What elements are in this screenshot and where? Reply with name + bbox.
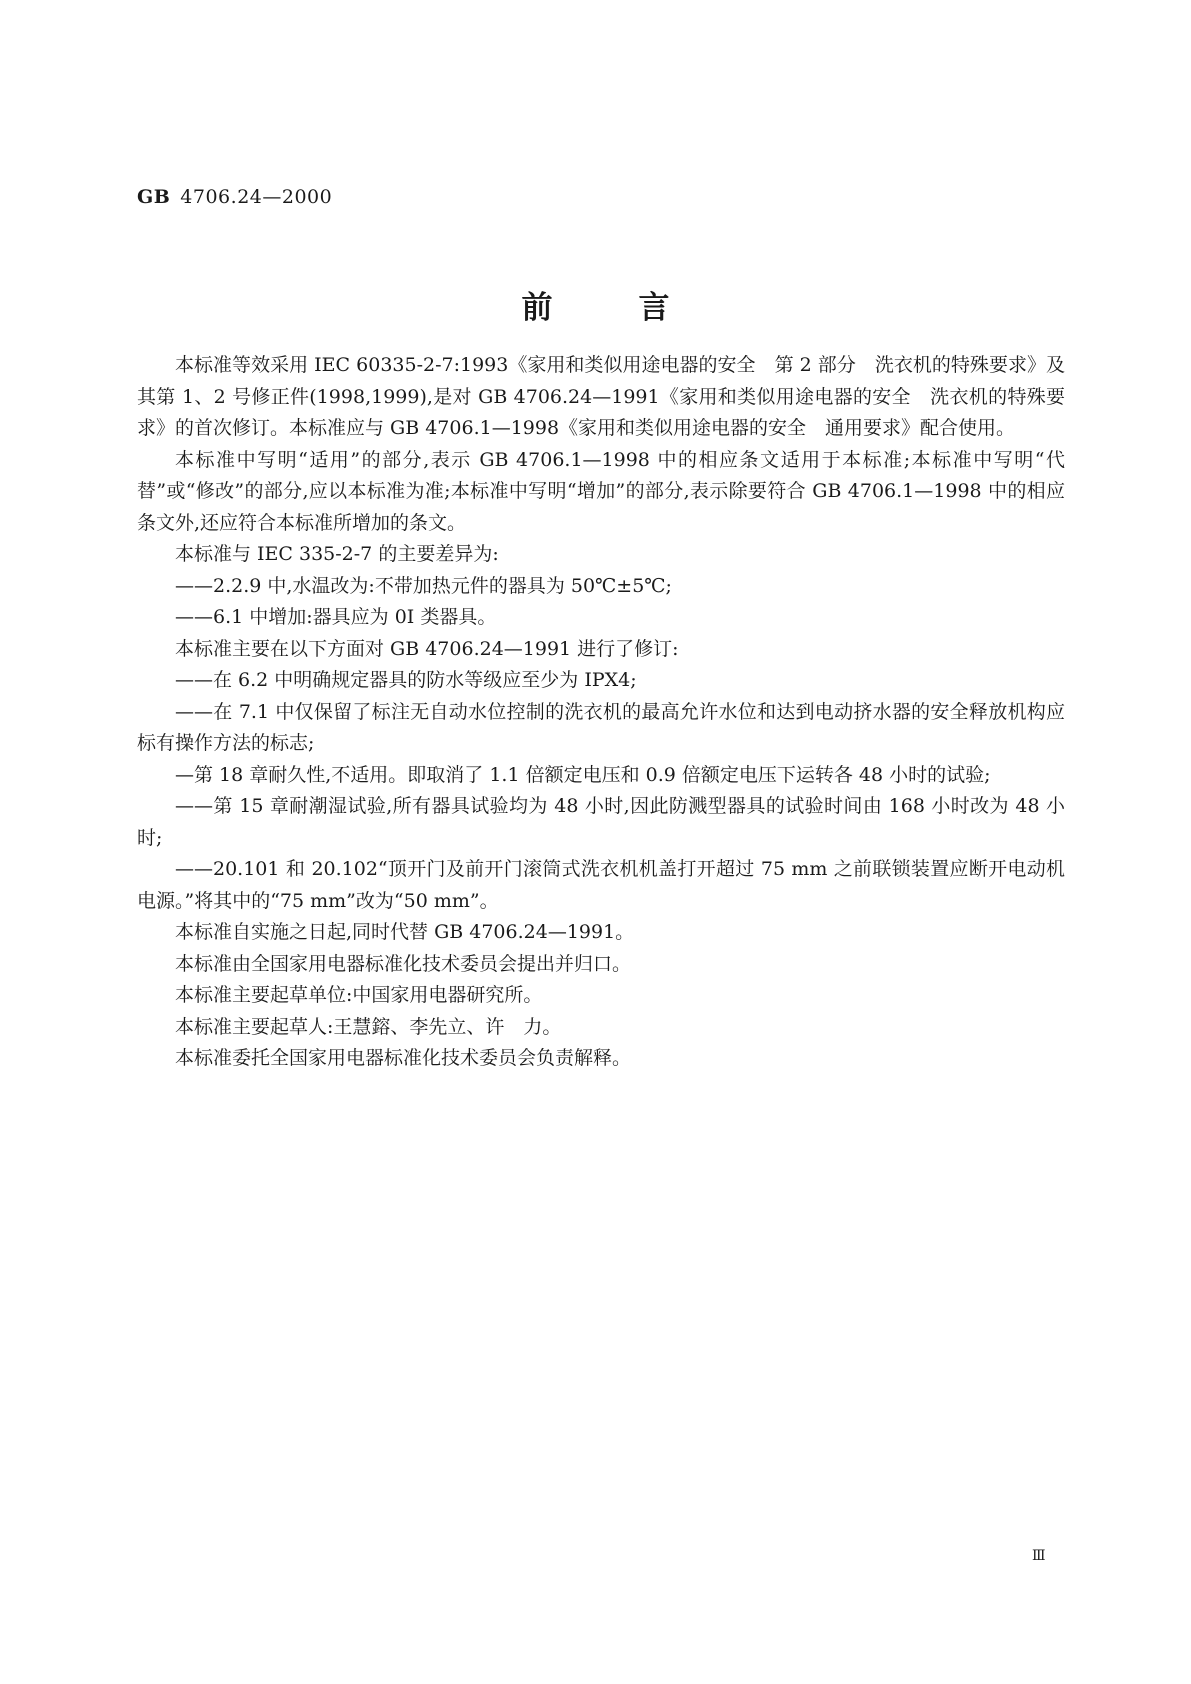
page-number: Ⅲ [1032,1548,1046,1564]
paragraph: 本标准委托全国家用电器标准化技术委员会负责解释。 [175,1047,632,1069]
paragraph: 本标准等效采用 IEC 60335-2-7:1993《家用和类似用途电器的安全 第 2 部分 洗衣机的特殊要求》及其第 1、2 号修正件(1998,1999),是对 GB 4706.24—1991《家用和类似用途电器的安全 洗衣机的特殊要求》的首次修订。本标准应与 GB 4706.1—1998《家用和类似用途电器的安全 通用要求》配合使用。 [137,354,1065,439]
standard-prefix: GB [137,186,171,208]
paragraph: 本标准由全国家用电器标准化技术委员会提出并归口。 [175,952,632,975]
list-item: ——第 15 章耐潮湿试验,所有器具试验均为 48 小时,因此防溅型器具的试验时间由 168 小时改为 48 小时; [137,795,1065,849]
list-item: ——2.2.9 中,水温改为:不带加热元件的器具为 50℃±5℃; [175,574,672,597]
paragraph: 本标准与 IEC 335-2-7 的主要差异为: [175,543,499,565]
paragraph: 本标准自实施之日起,同时代替 GB 4706.24—1991。 [175,921,635,943]
paragraph: 本标准主要起草单位:中国家用电器研究所。 [175,984,543,1006]
list-item: ——20.101 和 20.102“顶开门及前开门滚筒式洗衣机机盖打开超过 75 mm 之前联锁装置应断开电动机电源。”将其中的“75 mm”改为“50 mm”。 [137,858,1065,912]
page-title: 前言 [521,290,756,326]
foreword-body [137,350,1065,1075]
paragraph: 本标准主要起草人:王慧鎔、李先立、许 力。 [175,1015,562,1038]
paragraph: 本标准中写明“适用”的部分,表示 GB 4706.1—1998 中的相应条文适用于本标准;本标准中写明“代替”或“修改”的部分,应以本标准为准;本标准中写明“增加”的部分,表示除要符合 GB 4706.1—1998 中的相应条文外,还应符合本标准所增加的条文。 [137,448,1065,534]
list-item: ——6.1 中增加:器具应为 0I 类器具。 [175,606,497,628]
list-item: —第 18 章耐久性,不适用。即取消了 1.1 倍额定电压和 0.9 倍额定电压下运转各 48 小时的试验; [175,763,991,786]
list-item: ——在 7.1 中仅保留了标注无自动水位控制的洗衣机的最高允许水位和达到电动挤水器的安全释放机构应标有操作方法的标志; [137,700,1065,754]
paragraph: 本标准主要在以下方面对 GB 4706.24—1991 进行了修订: [175,637,679,660]
document-header [137,186,332,208]
standard-number: 4706.24—2000 [180,186,333,208]
list-item: ——在 6.2 中明确规定器具的防水等级应至少为 IPX4; [175,669,637,691]
